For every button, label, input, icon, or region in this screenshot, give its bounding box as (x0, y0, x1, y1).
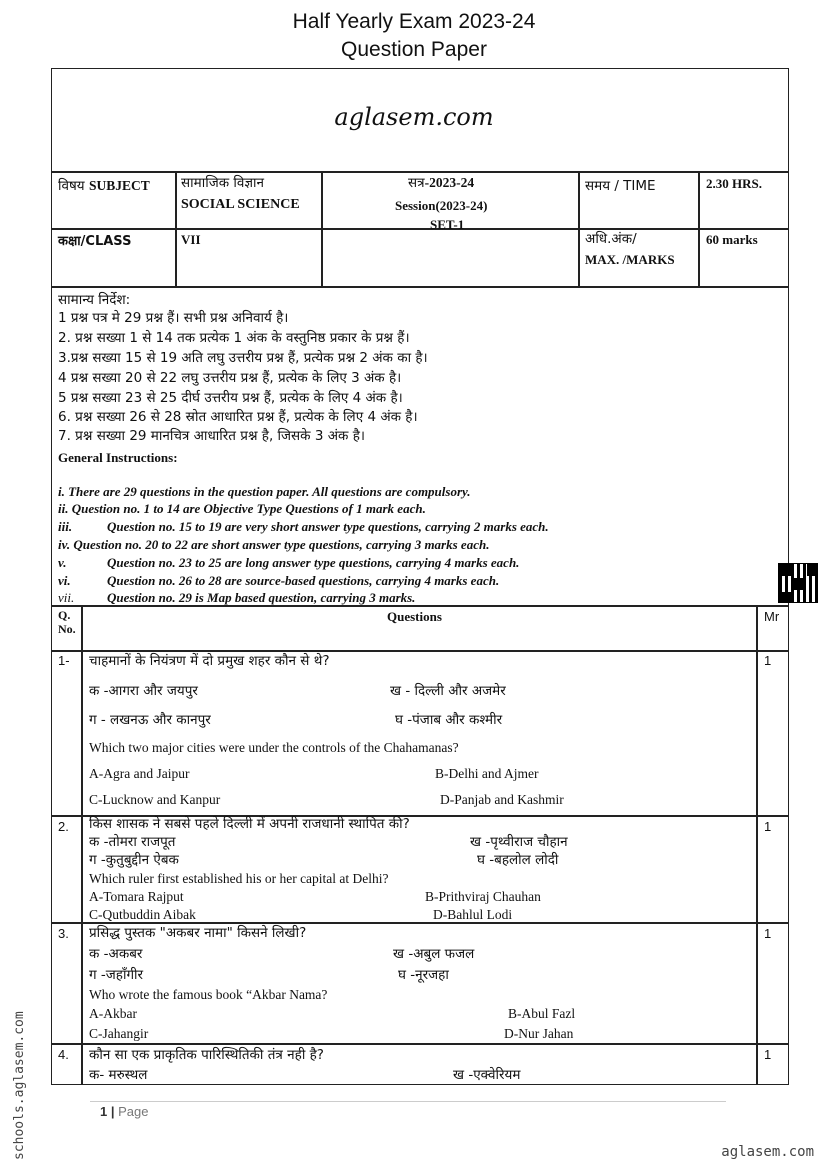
option-d-hindi: घ -पंजाब और कश्मीर (395, 712, 503, 728)
question-number: 4. (58, 1047, 69, 1062)
option-a-hindi: क -तोमरा राजपूत (89, 834, 176, 850)
option-c-hindi: ग -जहाँगीर (89, 967, 144, 983)
option-b: B-Delhi and Ajmer (435, 766, 539, 781)
option-c-hindi: ग - लखनऊ और कानपुर (89, 712, 211, 728)
hindi-instructions-heading: सामान्य निर्देश: (58, 292, 131, 308)
footer-brand[interactable]: aglasem.com (721, 1144, 814, 1160)
subject-value: SOCIAL SCIENCE (181, 197, 300, 212)
instruction-line: Question no. 26 to 28 are source-based questions, carrying 4 marks each. (107, 573, 500, 588)
instruction-number: vi. (58, 573, 71, 588)
option-b: B-Abul Fazl (508, 1006, 576, 1021)
marks-label: MAX. /MARKS (585, 252, 675, 267)
divider (578, 171, 580, 286)
instruction-line: Question no. 29 is Map based question, carrying 3 marks. (107, 590, 416, 605)
option-d: D-Bahlul Lodi (433, 907, 513, 922)
instruction-number: iii. (58, 519, 73, 534)
session-value: Session(2023-24) (395, 198, 488, 213)
option-c: C-Jahangir (89, 1026, 149, 1041)
question-text: Which two major cities were under the controls of the Chahamanas? (89, 740, 459, 755)
time-value: 2.30 HRS. (706, 176, 762, 191)
marks-header: Mr (764, 609, 780, 624)
subject-value-hindi: सामाजिक विज्ञान (181, 175, 265, 191)
instruction-line: 7. प्रश्न सख्या 29 मानचित्र आधारित प्रश्न है, जिसके 3 अंक है। (58, 428, 365, 444)
general-instructions-heading: General Instructions: (58, 450, 178, 465)
instruction-number: vii. (58, 590, 75, 605)
footer-divider (90, 1101, 726, 1102)
instruction-line: 2. प्रश्न सख्या 1 से 14 तक प्रत्येक 1 अंक के वस्तुनिष्ठ प्रकार के प्रश्न हैं। (58, 330, 410, 346)
question-marks: 1 (764, 819, 772, 834)
option-b-hindi: ख -एक्वेरियम (453, 1067, 521, 1083)
option-d-hindi: घ -नूरजहा (398, 967, 449, 983)
question-text-hindi: प्रसिद्ध पुस्तक "अकबर नामा" किसने लिखी? (89, 925, 307, 941)
questions-header: Questions (387, 609, 442, 624)
qr-code-icon[interactable] (778, 563, 818, 603)
instruction-line: Question no. 15 to 19 are very short answer type questions, carrying 2 marks each. (107, 519, 549, 534)
instruction-line: iv. Question no. 20 to 22 are short answer type questions, carrying 3 marks each. (58, 537, 490, 552)
option-d: D-Panjab and Kashmir (440, 792, 564, 807)
instruction-line: 5 प्रश्न सख्या 23 से 25 दीर्घ उत्तरीय प्रश्न हैं, प्रत्येक के लिए 4 अंक है। (58, 390, 403, 406)
instruction-line: ii. Question no. 1 to 14 are Objective Type Questions of 1 mark each. (58, 501, 426, 516)
option-b: B-Prithviraj Chauhan (425, 889, 541, 904)
marks-label-hindi: अधि.अंक/ (585, 231, 637, 247)
option-b-hindi: ख - दिल्ली और अजमेर (390, 683, 506, 699)
instruction-line: 3.प्रश्न सख्या 15 से 19 अति लघु उत्तरीय प्रश्न हैं, प्रत्येक प्रश्न 2 अंक का है। (58, 350, 428, 366)
option-a-hindi: क- मरुस्थल (89, 1067, 148, 1083)
question-text: Which ruler first established his or her capital at Delhi? (89, 871, 389, 886)
divider (698, 171, 700, 286)
option-b-hindi: ख -अबुल फजल (393, 946, 475, 962)
qno-header: No. (58, 622, 76, 636)
class-value: VII (181, 232, 201, 247)
option-c: C-Lucknow and Kanpur (89, 792, 221, 807)
instruction-line: 4 प्रश्न सख्या 20 से 22 लघु उत्तरीय प्रश्न हैं, प्रत्येक के लिए 3 अंक है। (58, 370, 402, 386)
question-number: 2. (58, 819, 69, 834)
question-number: 1- (58, 653, 70, 668)
option-c: C-Qutbuddin Aibak (89, 907, 196, 922)
divider (51, 286, 789, 288)
question-text-hindi: कौन सा एक प्राकृतिक पारिस्थितिकी तंत्र नही है? (89, 1047, 324, 1063)
option-a: A-Akbar (89, 1006, 137, 1021)
option-d-hindi: घ -बहलोल लोदी (477, 852, 559, 868)
question-marks: 1 (764, 1047, 772, 1062)
divider (175, 171, 177, 286)
exam-title: Half Yearly Exam 2023-24 (292, 10, 536, 33)
option-b-hindi: ख -पृथ्वीराज चौहान (470, 834, 568, 850)
exam-subtitle: Question Paper (341, 38, 487, 61)
subject-label: विषय SUBJECT (58, 178, 150, 194)
instruction-line: 1 प्रश्न पत्र मे 29 प्रश्न हैं। सभी प्रश्न अनिवार्य है। (58, 310, 289, 326)
option-c-hindi: ग -कुतुबुद्दीन ऐबक (89, 852, 179, 868)
side-watermark[interactable]: schools.aglasem.com (12, 1011, 27, 1160)
question-text: Who wrote the famous book “Akbar Nama? (89, 987, 328, 1002)
marks-value: 60 marks (706, 232, 758, 247)
option-d: D-Nur Jahan (504, 1026, 574, 1041)
instruction-line: i. There are 29 questions in the question paper. All questions are compulsory. (58, 484, 471, 499)
logo: aglasem.com (334, 103, 494, 131)
question-marks: 1 (764, 926, 772, 941)
option-a-hindi: क -आगरा और जयपुर (89, 683, 198, 699)
option-a: A-Tomara Rajput (89, 889, 184, 904)
instruction-number: v. (58, 555, 67, 570)
option-a: A-Agra and Jaipur (89, 766, 190, 781)
question-text-hindi: चाहमानों के नियंत्रण में दो प्रमुख शहर कौन से थे? (89, 653, 330, 669)
question-marks: 1 (764, 653, 772, 668)
option-a-hindi: क -अकबर (89, 946, 143, 962)
time-label: समय / TIME (585, 178, 656, 194)
divider (321, 171, 323, 286)
divider (51, 228, 789, 230)
page-number: 1 | Page (100, 1104, 149, 1119)
instruction-line: 6. प्रश्न सख्या 26 से 28 स्रोत आधारित प्रश्न हैं, प्रत्येक के लिए 4 अंक है। (58, 409, 418, 425)
qno-header: Q. (58, 608, 71, 622)
set-label: SET-1 (430, 217, 465, 232)
instruction-line: Question no. 23 to 25 are long answer type questions, carrying 4 marks each. (107, 555, 520, 570)
question-text-hindi: किस शासक ने सबसे पहले दिल्ली में अपनी राजधानी स्थापित की? (89, 816, 410, 832)
question-number: 3. (58, 926, 69, 941)
session-label: सत्र-2023-24 (408, 175, 475, 191)
divider (81, 605, 83, 1085)
class-label: कक्षा/CLASS (58, 234, 132, 249)
divider (756, 605, 758, 1085)
